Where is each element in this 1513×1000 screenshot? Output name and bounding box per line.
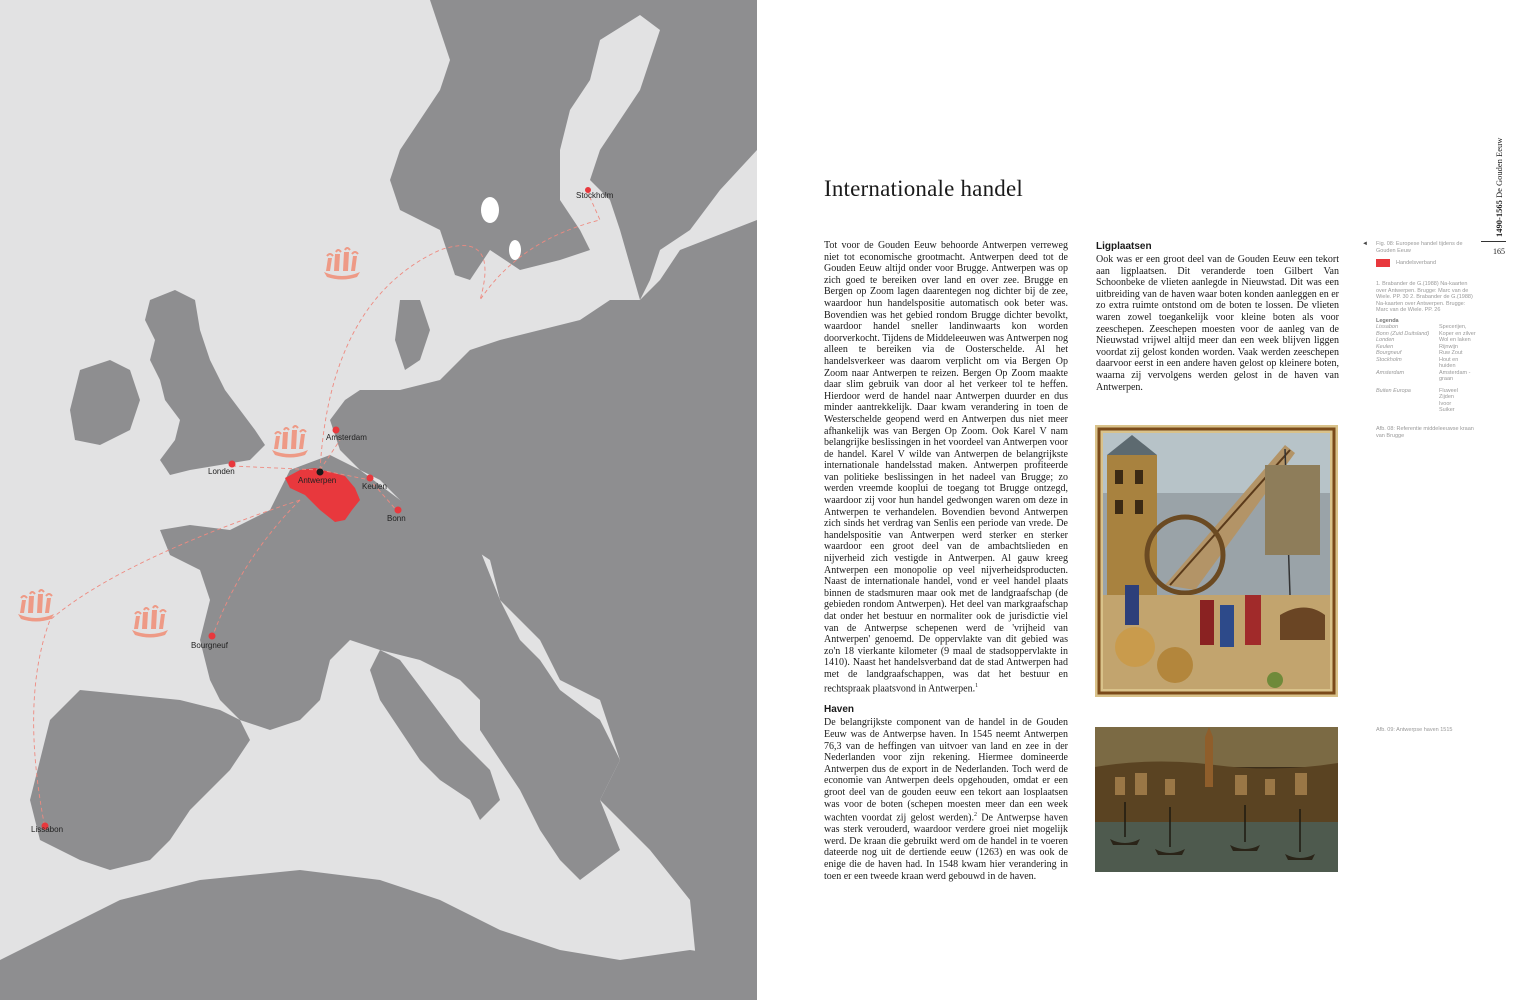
arrow-icon: ◄ <box>1362 241 1368 247</box>
legend-table: Lissabon Specerijen, Bonn (Zuid Duitsland) Koper en zilver Londen Wol en laken Keulen Rijnwijn Bourgneuf Ruw Zout Stockholm Hout en huiden Amsterdam Amsterdam - graan Buiten Europa Fluweel Zijden Ivoor Suiker <box>1376 324 1476 413</box>
city-label: Antwerpen <box>298 476 337 485</box>
running-head-chapter: De Gouden Eeuw <box>1494 137 1504 199</box>
running-head <box>1480 127 1510 257</box>
city-label: Amsterdam <box>326 433 367 442</box>
ligplaatsen-paragraph: Ook was er een groot deel van de Gouden Eeuw een tekort aan ligplaatsen. Dit veranderde toen Gilbert Van Schoonbeke de vlieten aanlegde in Nieuwstad. Dit was een uitbreiding van de haven waar boten konden aanleggen en er zo extra ruimte ontstond om de boten te lossen. De vlieten waren zowel toegankelijk voor kleine boten als voor zeeschepen. Zeeschepen moesten voor de aanleg van de Nieuwstad vrijwel altijd meer dan een week blijven liggen voordat zij gelost konden worden. Vaak werden zeeschepen daarvoor eerst in een andere haven gelost op kleinere boten, waarna zij vervolgens werden gelost in de haven van Antwerpen. <box>1096 254 1339 393</box>
haven-heading: Haven <box>824 704 855 716</box>
ship-icon <box>18 590 54 622</box>
city-label: Bonn <box>387 514 406 523</box>
land-balkans <box>480 680 620 880</box>
haven-paragraph: De belangrijkste component van de handel in de Gouden Eeuw was de Antwerpse haven. In 1545 neemt Antwerpen 76,3 van de heffingen van uitvoer van land en zee in der Nederlanden voor zijn rekening. Hiermee domineerde Antwerpen dus de export in de Nederlanden. Toch werd de economie van Antwerpen deels opgehouden, omdat er een groot deel van de gouden eeuw een tekort aan losplaatsen was voor de boten (schepen moesten meer dan een week wachten voordat zij gelost werden).$^2$ De Antwerpse haven was sterk verouderd, waardoor verdere groei niet mogelijk werd. De kraan die gebruikt werd om de handel in te voeren dateerde nog uit de dertiende eeuw (1263) en was ook de enige die de haven had. In 1548 kwam hier verandering in toen er een tweede kraan werd gebouwd in de haven. <box>824 717 1069 882</box>
legend-title: Legenda <box>1376 317 1399 324</box>
intro-paragraph: Tot voor de Gouden Eeuw behoorde Antwerpen verreweg niet tot economische grootmacht. Antwerpen deed tot de Gouden Eeuw altijd onder voor Brugge. Antwerpen was op zich goed te bereiken over land en over zee. Brugge en Bergen op Zoom lagen daarentegen nog dichter bij de zee, waardoor hun handelspositie automatisch ook beter was. Bovendien was het gebied rondom Brugge dichter bevolkt, waardoor handel sneller landinwaarts kon worden doorverkocht. Tijdens de Middeleeuwen was Antwerpen nog alleen te bereiken via de Oosterschelde. Al het handelsverkeer was daarom verplicht om via Bergen Op Zoom naar Antwerpen te reizen. Bergen Op Zoom maakte daar slim gebruik van door al het verkeer tol te heffen. Hierdoor werd de handel naar Antwerpen duurder en dus minder aantrekkelijk. Daar kwam verandering in toen de Westerschelde geopend werd en Antwerpen dus niet meer afhankelijk was van Bergen Op Zoom. Ook Karel V nam belangrijke beslissingen in het voordeel van Antwerpen voor de handel. Karel V wilde van Antwerpen de belangrijkste internationale handelsstad maken. Antwerpen profiteerde van politieke beslissingen in het nadeel van Brugge; zo werden vreemde kooplui de toegang tot Brugge ontzegd, waardoor zij voor hun handel gedwongen waren om deze in Antwerpen te verhandelen. Bovendien bevond Antwerpen zich sinds het verdrag van Senlis een periode van vrede. De handelspositie van Antwerpen werd sterker en sterker waardoor een groot deel van de ambachtslieden en nijverheid zich vestigde in Antwerpen. Al gauw kreeg Antwerpen een monopolie op veel nijverheidsproducten. Naast de internationale handel, vond er veel handel plaats binnen de stadsmuren maar ook met de landgraafschap (de gebieden rondom Antwerpen). Het deel van markgraafschap dat onder het bestuur en normaliter ook de jurisdictie viel van de Antwerpse schepenen werd de 'vrijheid van Antwerpen' genoemd. De oppervlakte van dit gebied was zo'n 18 vierkante kilometer (9 maal de stadsoppervlakte in 1410). Naast het handelsverband dat de stad Antwerpen had met de landgraafschappen, was dat het bestuur en rechtspraak plaatsvond in Antwerpen.$^1$ <box>824 240 1068 694</box>
land-africa <box>0 870 757 1000</box>
city-label: Lissabon <box>31 825 64 834</box>
land-ireland <box>70 360 140 445</box>
page-number: 165 <box>1493 247 1505 256</box>
ship-icon <box>272 426 308 458</box>
legend-swatch-row: Handelsverband <box>1376 259 1476 267</box>
legend-swatch <box>1376 259 1390 267</box>
land-denmark <box>395 300 430 370</box>
column-1 <box>824 240 1068 882</box>
caption-afb08: Afb. 08: Referentie middeleeuwse kraan van Brugge <box>1376 426 1474 439</box>
caption-afb09: Afb. 09: Antwerpse haven 1515 <box>1376 727 1453 733</box>
page-title: Internationale handel <box>824 176 1023 201</box>
harbour-painting <box>1095 727 1338 872</box>
crane-illustration <box>1095 425 1338 697</box>
land-iberia <box>30 690 250 870</box>
ship-icon <box>324 248 360 280</box>
ship-icon <box>132 606 168 638</box>
divider <box>1481 241 1506 242</box>
references: 1. Brabander de G.(1988) Na-kaarten over Antwerpen. Brugge: Marc van de Wiele. PP. 30 2. Brabander de G.(1988) Na-kaarten over Antwerpen. Brugge: Marc van de Wiele. PP. 26 <box>1376 281 1473 313</box>
running-head-years: 1490-1565 <box>1494 200 1504 237</box>
right-page <box>757 0 1513 1000</box>
ligplaatsen-heading: Ligplaatsen <box>1096 241 1152 252</box>
city-label: Stockholm <box>576 191 614 200</box>
city-label: Keulen <box>362 482 387 491</box>
land-britain <box>145 290 265 475</box>
figure-caption: ◄ Fig. 08: Europese handel tijdens de Gouden Eeuw Handelsverband 1. Brabander de G.(1988) Na-kaarten over Antwerpen. Brugge: Marc van de Wiele. PP. 30 2. Brabander de G.(1988) Na-kaarten over Antwerpen. Brugge: Marc van de Wiele. PP. 26 Legenda Lissabon Specerijen, Bonn (Zuid Duitsland) Koper en zilver Londen Wol en laken Keulen Rijnwijn Bourgneuf Ruw Zout Stockholm Hout en huiden Amsterdam Amsterdam - graan Buiten Europa Fluweel Zijden Ivoor Suiker <box>1362 241 1476 413</box>
city-label: Bourgneuf <box>191 641 228 650</box>
city-label: Londen <box>208 467 235 476</box>
column-2 <box>1096 241 1339 393</box>
